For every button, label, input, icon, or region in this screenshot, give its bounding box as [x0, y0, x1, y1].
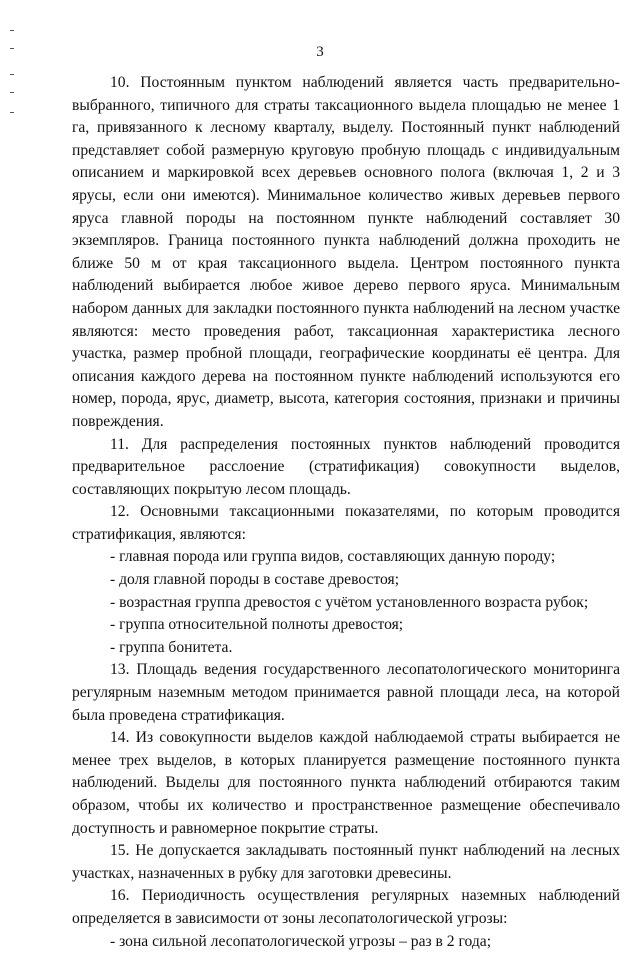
document-body: [72, 72, 620, 953]
list-item: - главная порода или группа видов, составляющих данную породу;: [110, 548, 556, 566]
paragraph-16: 16. Периодичность осуществления регулярных наземных наблюдений определяется в зависимости от зоны лесопатологической угрозы:: [72, 887, 620, 927]
list-item: - возрастная группа древостоя с учётом установленного возраста рубок;: [110, 593, 589, 611]
paragraph-11: 11. Для распределения постоянных пунктов наблюдений проводится предварительное расслоение (стратификация) совокупности выделов, составляющих покрытую лесом площадь.: [72, 435, 620, 498]
paragraph-12: 12. Основными таксационными показателями, по которым проводится стратификация, являются:: [72, 503, 620, 543]
list-item: - зона сильной лесопатологической угрозы – раз в 2 года;: [110, 932, 492, 950]
paragraph-13: 13. Площадь ведения государственного лесопатологического мониторинга регулярным наземным методом принимается равной площади леса, на которой была проведена стратификация.: [72, 661, 620, 724]
paragraph-15: 15. Не допускается закладывать постоянный пункт наблюдений на лесных участках, назначенных в рубку для заготовки древесины.: [72, 842, 620, 882]
paragraph-14: 14. Из совокупности выделов каждой наблюдаемой страты выбирается не менее трех выделов, в которых планируется размещение постоянного пункта наблюдений. Выделы для постоянного пункта наблюдений отбираются таким образом, чтобы их количество и пространственное размещение обеспечивало доступность и равномерное покрытие страты.: [72, 729, 620, 837]
page-number: 3: [316, 44, 324, 60]
list-item: - доля главной породы в составе древостоя;: [110, 571, 400, 589]
list-item: - группа относительной полноты древостоя;: [110, 616, 404, 634]
list-item: - группа бонитета.: [110, 638, 233, 656]
paragraph-10: 10. Постоянным пунктом наблюдений является часть предварительно-выбранного, типичного для страты таксационного выдела площадью не менее 1 га, привязанного к лесному кварталу, выделу. Постоянный пункт наблюдений представляет собой размерную круговую пробную площадь с индивидуальным описанием и маркировкой всех деревьев основного полога (включая 1, 2 и 3 ярусы, если они имеются). Минимальное количество живых деревьев первого яруса главной породы на постоянном пункте наблюдений составляет 30 экземпляров. Граница постоянного пункта наблюдений должна проходить не ближе 50 м от края таксационного выдела. Центром постоянного пункта наблюдений выбирается любое живое дерево первого яруса. Минимальным набором данных для закладки постоянного пункта наблюдений на лесном участке являются: место проведения работ, таксационная характеристика лесного участка, размер пробной площади, географические координаты её центра. Для описания каждого дерева на постоянном пункте наблюдений используются его номер, порода, ярус, диаметр, высота, категория состояния, признаки и причины повреждения.: [72, 74, 620, 430]
